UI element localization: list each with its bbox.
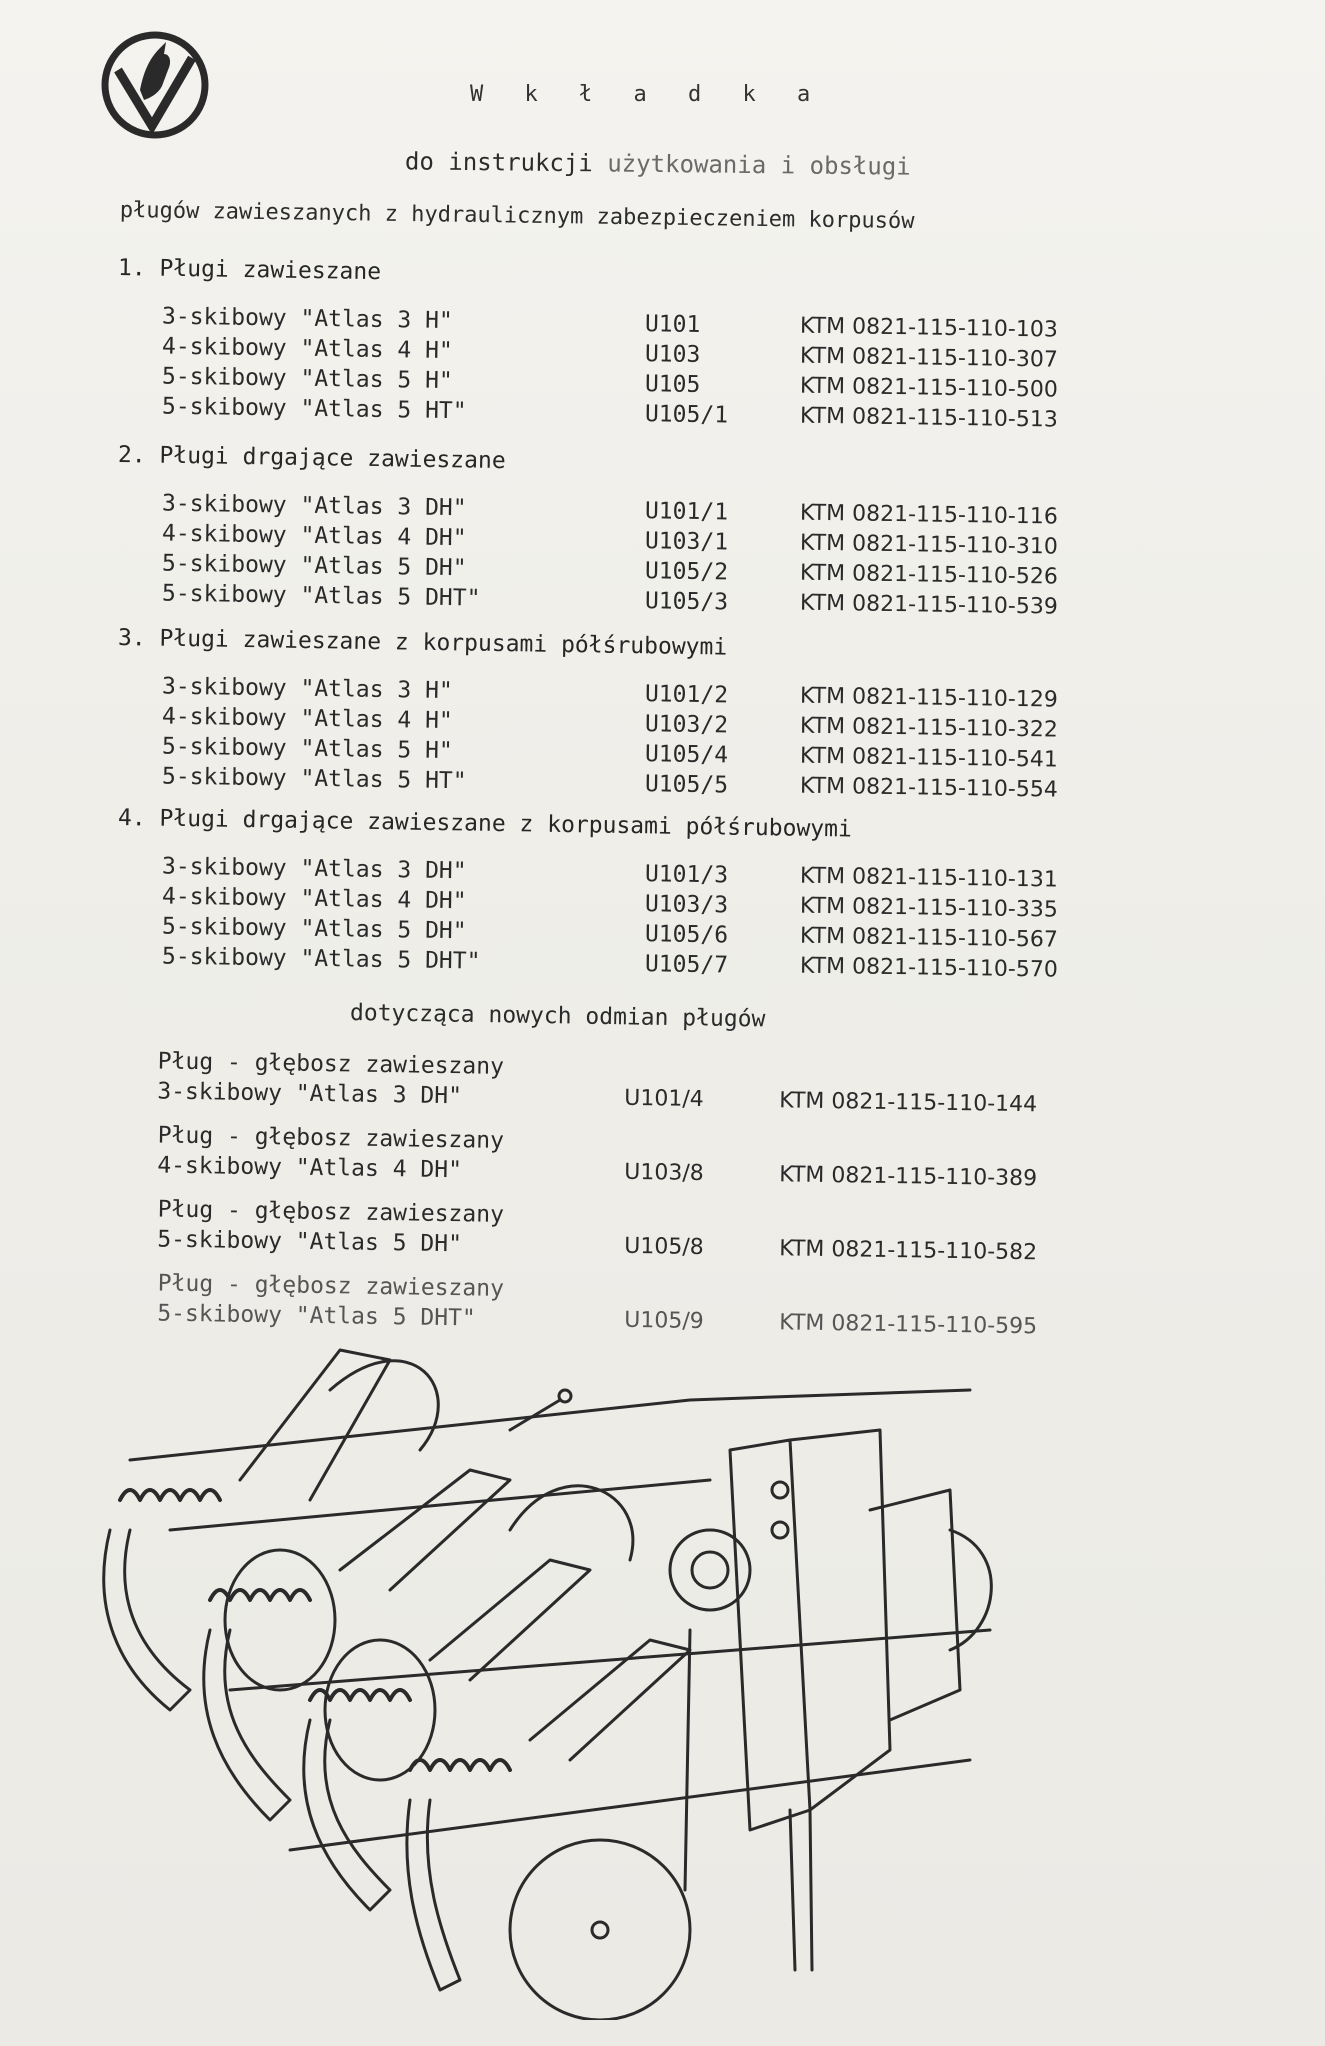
- model-name: 5-skibowy "Atlas 5 HT": [161, 393, 467, 425]
- ktm-number: KTM 0821-115-110-103: [799, 313, 1059, 343]
- model-name: 5-skibowy "Atlas 5 H": [161, 733, 453, 765]
- ktm-number: KTM 0821-115-110-322: [799, 713, 1059, 743]
- section-heading: 3. Pługi zawieszane z korpusami półśrubowymi: [117, 625, 728, 661]
- model-code: U105/6: [644, 921, 729, 949]
- model-name: 5-skibowy "Atlas 5 DH": [161, 913, 467, 945]
- model-code: U103/8: [624, 1159, 704, 1187]
- ktm-number: KTM 0821-115-110-539: [799, 590, 1059, 620]
- subtitle-faint: użytkowania i obsługi: [607, 149, 911, 181]
- model-code: U103/1: [644, 528, 729, 556]
- model-code: U105/2: [644, 558, 729, 586]
- ktm-number: KTM 0821-115-110-131: [799, 863, 1059, 893]
- model-code: U101/2: [644, 681, 729, 709]
- list-item: [0, 1046, 1325, 1118]
- ktm-number: KTM 0821-115-110-554: [799, 773, 1059, 803]
- model-name: 5-skibowy "Atlas 5 DHT": [161, 943, 481, 975]
- plough-illustration: [90, 1330, 1150, 2020]
- model-name: 4-skibowy "Atlas 4 H": [161, 703, 453, 735]
- list-item: [0, 1194, 1325, 1266]
- ktm-number: KTM 0821-115-110-595: [779, 1310, 1038, 1340]
- section-heading: 1. Pługi zawieszane: [117, 255, 382, 286]
- model-code: U101/1: [644, 498, 729, 526]
- model-code: U105/9: [624, 1307, 704, 1335]
- model-name: 3-skibowy "Atlas 3 H": [161, 303, 453, 335]
- ktm-number: KTM 0821-115-110-513: [799, 403, 1059, 433]
- model-name: 5-skibowy "Atlas 5 HT": [161, 763, 467, 795]
- model-name: 5-skibowy "Atlas 5 H": [161, 363, 453, 395]
- ktm-number: KTM 0821-115-110-500: [799, 373, 1059, 403]
- section-heading: 2. Pługi drgające zawieszane: [117, 442, 506, 475]
- model-code: U103/2: [644, 711, 729, 739]
- ktm-number: KTM 0821-115-110-144: [779, 1088, 1038, 1118]
- ktm-number: KTM 0821-115-110-567: [799, 923, 1059, 953]
- document-subtitle-line2: pługów zawieszanych z hydraulicznym zabezpieczeniem korpusów: [119, 198, 915, 235]
- ktm-number: KTM 0821-115-110-570: [799, 953, 1059, 983]
- item-title: Pług - głębosz zawieszany: [157, 1048, 505, 1080]
- list-item: [0, 1120, 1325, 1192]
- model-name: 4-skibowy "Atlas 4 DH": [161, 520, 467, 552]
- model-name: 5-skibowy "Atlas 5 DH": [161, 550, 467, 582]
- list-item: [0, 1268, 1325, 1340]
- ktm-number: KTM 0821-115-110-307: [799, 343, 1059, 373]
- item-title: Pług - głębosz zawieszany: [157, 1270, 505, 1302]
- item-title: Pług - głębosz zawieszany: [157, 1196, 505, 1228]
- model-name: 4-skibowy "Atlas 4 H": [161, 333, 453, 365]
- model-code: U105/5: [644, 771, 729, 799]
- model-name: 3-skibowy "Atlas 3 DH": [161, 853, 467, 885]
- model-code: U103: [644, 341, 701, 368]
- item-title: Pług - głębosz zawieszany: [157, 1122, 505, 1154]
- model-code: U105: [644, 371, 701, 398]
- model-code: U105/8: [624, 1233, 704, 1261]
- model-code: U105/4: [644, 741, 729, 769]
- ktm-number: KTM 0821-115-110-541: [799, 743, 1059, 773]
- model-name: 5-skibowy "Atlas 5 DH": [157, 1226, 463, 1258]
- model-code: U101/3: [644, 861, 729, 889]
- subtitle-main: do instrukcji: [404, 147, 608, 178]
- manufacturer-logo-icon: [100, 30, 210, 140]
- document-title: W k ł a d k a: [470, 82, 825, 107]
- section-heading: 4. Pługi drgające zawieszane z korpusami półśrubowymi: [117, 805, 853, 843]
- model-name: 4-skibowy "Atlas 4 DH": [161, 883, 467, 915]
- ktm-number: KTM 0821-115-110-582: [779, 1236, 1038, 1266]
- model-name: 3-skibowy "Atlas 3 DH": [161, 490, 467, 522]
- model-name: 3-skibowy "Atlas 3 DH": [157, 1078, 463, 1110]
- model-name: 4-skibowy "Atlas 4 DH": [157, 1152, 463, 1184]
- ktm-number: KTM 0821-115-110-526: [799, 560, 1059, 590]
- model-code: U105/7: [644, 951, 729, 979]
- model-name: 5-skibowy "Atlas 5 DHT": [157, 1300, 476, 1332]
- document-subtitle: [405, 147, 911, 180]
- model-name: 3-skibowy "Atlas 3 H": [161, 673, 453, 705]
- model-code: U105/1: [644, 401, 729, 429]
- ktm-number: KTM 0821-115-110-310: [799, 530, 1059, 560]
- ktm-number: KTM 0821-115-110-335: [799, 893, 1059, 923]
- model-code: U105/3: [644, 588, 729, 616]
- ktm-number: KTM 0821-115-110-116: [799, 500, 1059, 530]
- ktm-number: KTM 0821-115-110-129: [799, 683, 1059, 713]
- model-name: 5-skibowy "Atlas 5 DHT": [161, 580, 481, 612]
- new-variants-heading: dotycząca nowych odmian pługów: [349, 1000, 766, 1033]
- model-code: U103/3: [644, 891, 729, 919]
- model-code: U101/4: [624, 1085, 704, 1113]
- ktm-number: KTM 0821-115-110-389: [779, 1162, 1038, 1192]
- model-code: U101: [644, 311, 701, 338]
